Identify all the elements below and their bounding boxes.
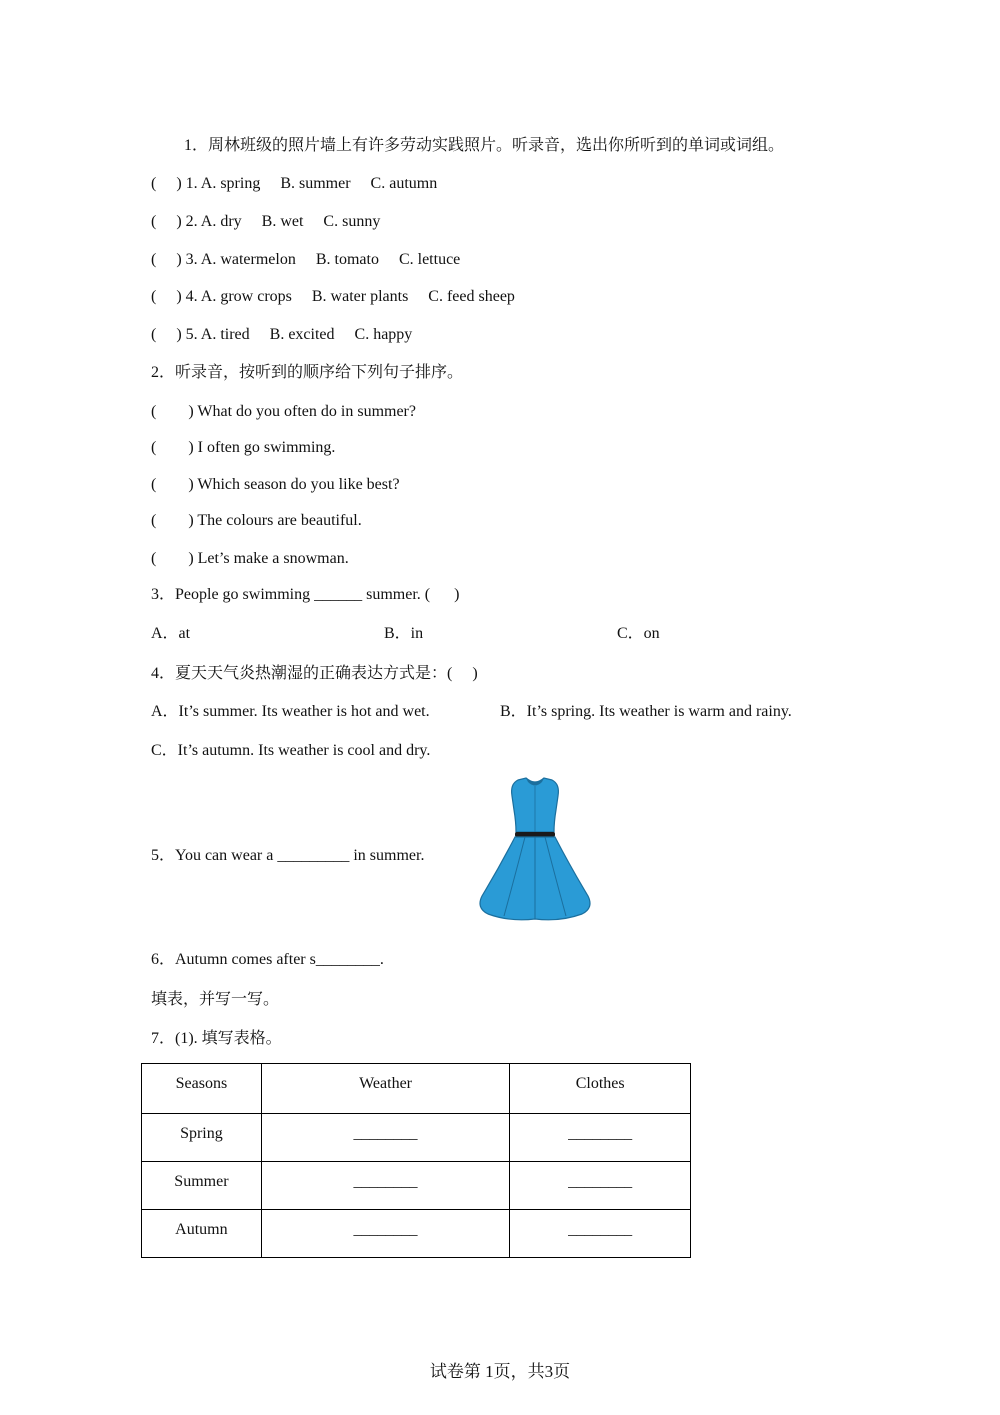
q2-item-5: ( ) Let’s make a snowman. [151,550,349,567]
table-cell: Spring [142,1114,262,1162]
table-blank-cell: ________ [510,1162,691,1210]
table-header-cell: Seasons [142,1064,262,1114]
page-footer: 试卷第 1页，共3页 [429,1362,571,1381]
q1-item-4: ( ) 4. A. grow crops B. water plants C. feed sheep [151,288,515,305]
table-row [142,1210,691,1258]
question-5-stem: 5．You can wear a _________ in summer. [151,847,425,864]
table-blank-cell: ________ [261,1210,509,1258]
q3-option-a: A．at [151,625,191,642]
q1-item-3: ( ) 3. A. watermelon B. tomato C. lettuce [151,251,461,268]
table-blank-cell: ________ [261,1162,509,1210]
q3-option-b: B．in [384,625,424,642]
q1-item-5: ( ) 5. A. tired B. excited C. happy [151,326,413,343]
table-blank-cell: ________ [510,1114,691,1162]
table-header-cell: Weather [261,1064,509,1114]
q2-item-2: ( ) I often go swimming. [151,439,336,456]
question-3-stem: 3．People go swimming ______ summer. ( ) [151,586,460,603]
q4-option-a: A．It’s summer. Its weather is hot and wet. [151,703,430,720]
q2-item-1: ( ) What do you often do in summer? [151,403,416,420]
q1-item-2: ( ) 2. A. dry B. wet C. sunny [151,213,381,230]
question-1-title: 1．周林班级的照片墙上有许多劳动实践照片。听录音，选出你所听到的单词或词组。 [184,137,785,154]
question-4-stem: 4．夏天天气炎热潮湿的正确表达方式是：( ) [151,665,478,682]
table-blank-cell: ________ [261,1114,509,1162]
q2-item-3: ( ) Which season do you like best? [151,476,400,493]
q1-item-1: ( ) 1. A. spring B. summer C. autumn [151,175,438,192]
q3-option-c: C．on [617,625,660,642]
section-title: 填表，并写一写。 [151,991,280,1008]
q4-option-c: C．It’s autumn. Its weather is cool and dry. [151,742,431,759]
table-blank-cell: ________ [510,1210,691,1258]
question-7-title: 7．(1). 填写表格。 [151,1030,282,1047]
table-row [142,1162,691,1210]
table-cell: Autumn [142,1210,262,1258]
q2-item-4: ( ) The colours are beautiful. [151,512,362,529]
seasons-table [141,1063,691,1258]
table-header-row [142,1064,691,1114]
question-2-title: 2．听录音，按听到的顺序给下列句子排序。 [151,364,464,381]
table-header-cell: Clothes [510,1064,691,1114]
table-cell: Summer [142,1162,262,1210]
table-row [142,1114,691,1162]
dress-illustration [470,776,600,921]
question-6-stem: 6．Autumn comes after s________. [151,951,384,968]
q4-option-b: B．It’s spring. Its weather is warm and rainy. [500,703,792,720]
